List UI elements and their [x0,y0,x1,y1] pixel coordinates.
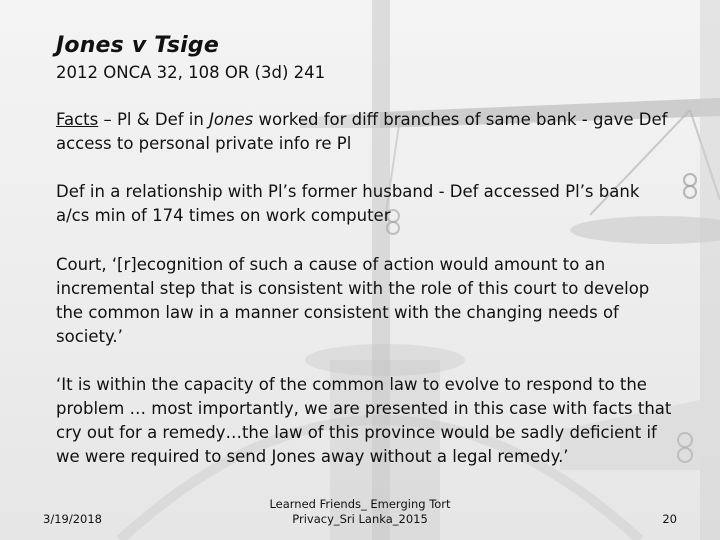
case-name-italic: Jones [209,110,254,129]
footer-date: 3/19/2018 [43,512,102,526]
court-quote-paragraph: Court, ‘[r]ecognition of such a cause of action would amount to an incremental step that is consistent with the role of this court to develop the common law in a manner consistent with the changing needs of society.’ [56,255,650,346]
facts-text-a: – Pl & Def in [98,110,210,129]
footer-title-line2: Privacy_Sri Lanka_2015 [292,512,428,526]
common-law-quote-paragraph: ‘It is within the capacity of the common law to evolve to respond to the problem … most importantly, we are presented in this case with facts that cry out for a remedy…the law of this province would be sadly deficient if we were required to send Jones away without a legal remedy.’ [56,375,672,466]
footer-title [230,497,490,527]
facts-paragraph [56,108,676,156]
relationship-paragraph: Def in a relationship with Pl’s former husband - Def accessed Pl’s bank a/cs min of 174 times on work computer [56,182,640,225]
case-citation: 2012 ONCA 32, 108 OR (3d) 241 [56,63,326,82]
facts-label: Facts [56,110,99,129]
slide-title: Jones v Tsige [56,33,219,58]
slide-number: 20 [662,512,677,526]
footer-title-line1: Learned Friends_ Emerging Tort [269,497,451,511]
facts-text-b: worked for diff branches of same bank - gave Def access to personal private info re Pl [56,110,668,153]
